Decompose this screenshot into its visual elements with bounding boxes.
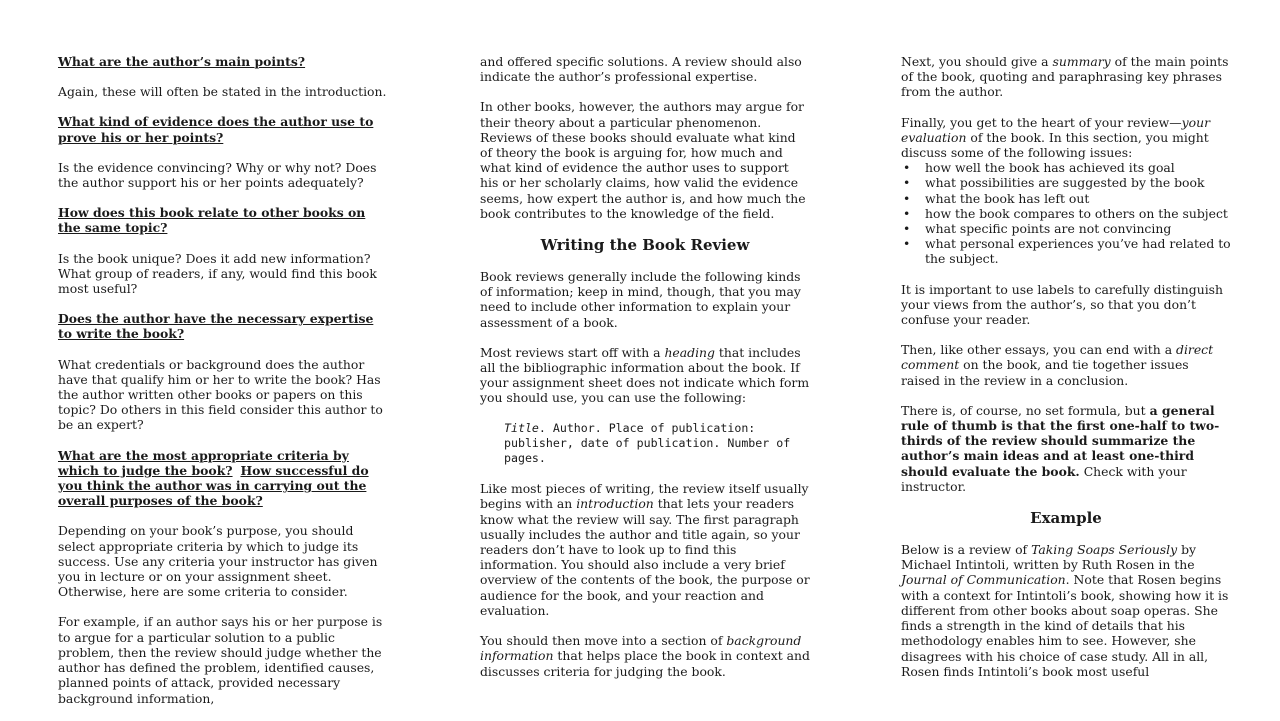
question-related-books: How does this book relate to other books on the same topic? <box>58 205 366 236</box>
term-summary: summary <box>1052 54 1111 69</box>
question-criteria <box>58 448 388 509</box>
journal-title: Journal of Communication <box>901 572 1066 588</box>
column-right <box>901 54 1231 694</box>
paragraph: What credentials or background does the author have that qualify him or her to write the book? Has the author written other books or papers on this topic? Do others in this field consider this author to be an expert? <box>58 356 383 433</box>
question-main-points: What are the author’s main points? <box>58 54 306 69</box>
paragraph-evaluation: Finally, you get to the heart of your review—your evaluation of the book. In this section, you might discuss some of the following issues: <box>901 114 1211 161</box>
list-item: • what personal experiences you’ve had related to the subject. <box>901 236 1231 266</box>
term-heading: heading <box>664 344 715 360</box>
question-expertise: Does the author have the necessary expertise to write the book? <box>58 311 374 342</box>
paragraph-example: Below is a review of Taking Soaps Seriously by Michael Intintoli, written by Ruth Rosen in the Journal of Communication. Note that Rosen begins with a context for Intintoli’s book, showing how it is different from other books about soap operas. She finds a strength in the kind of details that his methodology enables him to see. However, she disagrees with his choice of case study. All in all, Rosen finds Intintoli’s book most useful <box>901 542 1229 679</box>
format-title: Title <box>504 420 539 435</box>
paragraph: Again, these will often be stated in the introduction. <box>58 84 387 100</box>
list-item: • what possibilities are suggested by the book <box>901 175 1231 190</box>
paragraph: Book reviews generally include the following kinds of information; keep in mind, though, that you may need to include other information to explain your assessment of a book. <box>480 269 801 330</box>
paragraph-rule-of-thumb: There is, of course, no set formula, but a general rule of thumb is that the first one-half to two-thirds of the review should summarize the author’s main ideas and at least one-third should evaluate the book. Check with your instructor. <box>901 402 1220 494</box>
paragraph-summary: Next, you should give a summary of the main points of the book, quoting and paraphrasing key phrases from the author. <box>901 54 1229 100</box>
paragraph-conclusion: Then, like other essays, you can end with a direct comment on the book, and tie together issues raised in the review in a conclusion. <box>901 342 1214 388</box>
question-evidence: What kind of evidence does the author use to prove his or her points? <box>58 114 374 145</box>
paragraph: For example, if an author says his or her purpose is to argue for a particular solution to a public problem, then the review should judge whether the author has defined the problem, identified causes, planned points of attack, provided necessary background information, <box>58 614 383 706</box>
paragraph-introduction: Like most pieces of writing, the review itself usually begins with an introduction that lets your readers know what the review will say. The first paragraph usually includes the author and title again, so your readers don’t have to look up to find this information. You should also include a very brief overview of the contents of the book, the purpose or audience for the book, and your reaction and evaluation. <box>480 481 810 618</box>
term-direct-comment: direct comment <box>901 342 1214 373</box>
section-heading-example: Example <box>1030 509 1102 528</box>
paragraph: Is the evidence convincing? Why or why not? Does the author support his or her points adequately? <box>58 159 377 191</box>
paragraph-heading: Most reviews start off with a heading that includes all the bibliographic information about the book. If your assignment sheet does not indicate which form you should use, you can use the following: <box>480 344 810 406</box>
column-left <box>58 54 388 721</box>
list-item: • what specific points are not convincing <box>901 221 1231 236</box>
list-item: • how well the book has achieved its goal <box>901 160 1231 175</box>
paragraph: and offered specific solutions. A review should also indicate the author’s professional expertise. <box>480 54 802 85</box>
term-introduction: introduction <box>576 496 654 512</box>
book-title: Taking Soaps Seriously <box>1031 542 1178 558</box>
citation-format: Title. Author. Place of publication: publisher, date of publication. Number of pages. <box>504 420 791 466</box>
term-background: background information <box>480 633 802 664</box>
question-criteria-part1: What are the most appropriate criteria by which to judge the book? <box>58 447 349 478</box>
paragraph: Is the book unique? Does it add new information? What group of readers, if any, would find this book most useful? <box>58 250 377 297</box>
paragraph: It is important to use labels to carefully distinguish your views from the author’s, so that you don’t confuse your reader. <box>901 281 1224 328</box>
list-item: • how the book compares to others on the subject <box>901 206 1231 221</box>
paragraph: Depending on your book’s purpose, you should select appropriate criteria by which to judge its success. Use any criteria your instructor has given you in lecture or on your assignment sheet. Otherwise, here are some criteria to consider. <box>58 523 378 600</box>
section-heading-writing: Writing the Book Review <box>540 236 750 255</box>
paragraph: In other books, however, the authors may argue for their theory about a particular phenomenon. Reviews of these books should evaluate what kind of theory the book is arguing for, how much and what kind of evidence the author uses to support his or her scholarly claims, how valid the evidence seems, how expert the author is, and how much the book contributes to the knowledge of the field. <box>480 99 806 221</box>
paragraph-background: You should then move into a section of background information that helps place the book in context and discusses criteria for judging the book. <box>480 633 810 679</box>
rule-of-thumb-bold: a general rule of thumb is that the first one-half to two-thirds of the review should summarize the author’s main ideas and at least one-third should evaluate the book. <box>901 402 1220 479</box>
question-criteria-part2: How successful do you think the author was in carrying out the overall purposes of the book? <box>58 462 369 509</box>
issues-list <box>901 160 1231 266</box>
list-item: • what the book has left out <box>901 191 1231 206</box>
term-evaluation: your evaluation <box>901 114 1211 145</box>
column-middle <box>480 54 810 694</box>
